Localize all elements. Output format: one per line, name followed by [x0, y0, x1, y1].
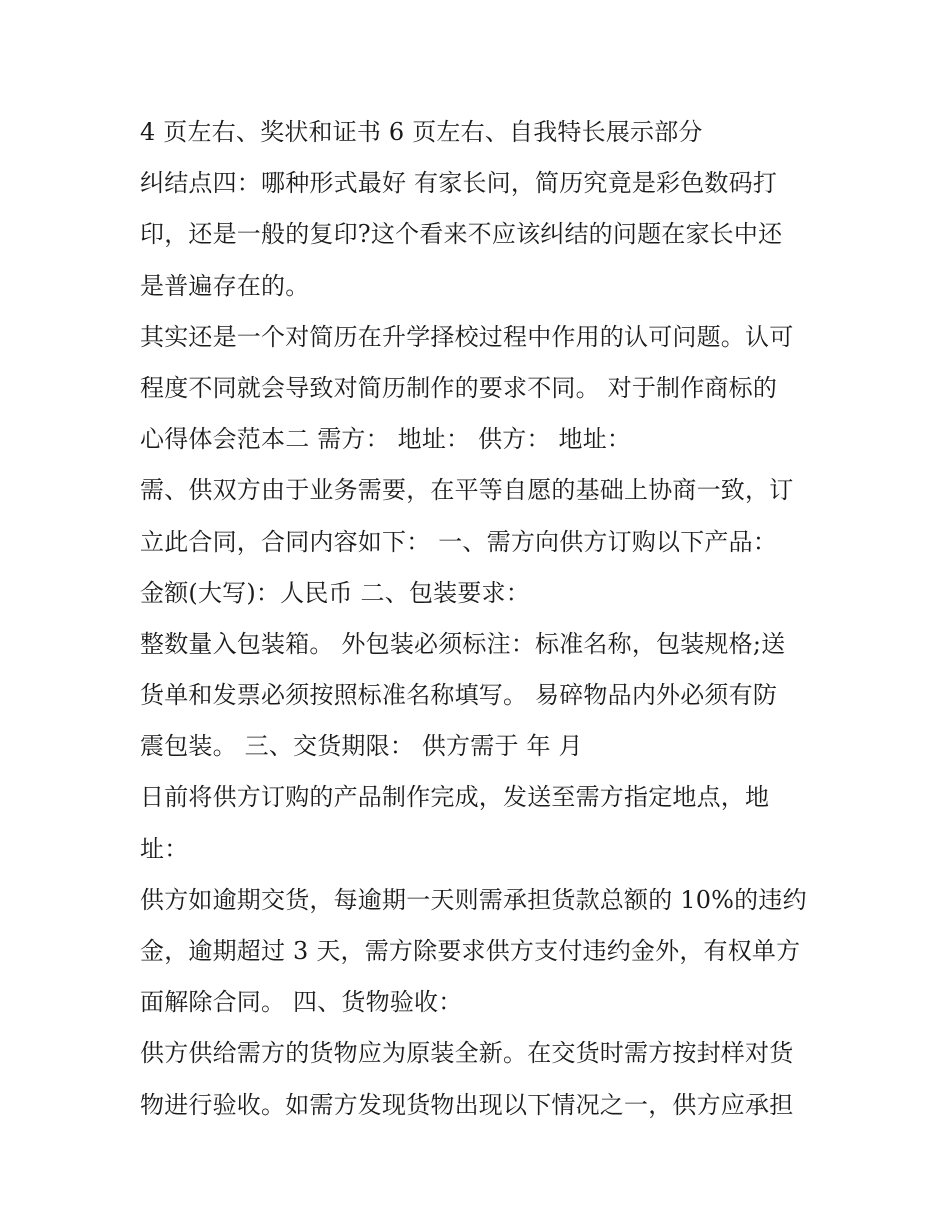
text-line: 面解除合同。 四、货物验收：	[140, 988, 463, 1017]
text-line: 是普遍存在的。	[140, 271, 310, 300]
text-line: 需、供双方由于业务需要，在平等自愿的基础上协商一致，订	[140, 476, 794, 505]
text-line: 立此合同，合同内容如下： 一、需方向供方订购以下产品：	[140, 527, 778, 556]
text-line: 日前将供方订购的产品制作完成，发送至需方指定地点，地	[140, 783, 770, 812]
text-line: 其实还是一个对简历在升学择校过程中作用的认可问题。认可	[140, 322, 794, 351]
text-line: 物进行验收。如需方发现货物出现以下情况之一，供方应承担	[140, 1090, 794, 1119]
text-line: 货单和发票必须按照标准名称填写。 易碎物品内外必须有防	[140, 681, 778, 710]
text-line: 印，还是一般的复印?这个看来不应该纠结的问题在家长中还	[140, 220, 783, 249]
text-line: 整数量入包装箱。 外包装必须标注：标准名称，包装规格;送	[140, 629, 786, 658]
text-line: 供方供给需方的货物应为原装全新。在交货时需方按封样对货	[140, 1039, 794, 1068]
text-line: 金，逾期超过 3 天，需方除要求供方支付违约金外，有权单方	[140, 937, 801, 965]
text-line: 震包装。 三、交货期限： 供方需于 年 月	[140, 732, 583, 761]
text-line: 纠结点四：哪种形式最好 有家长问，简历究竟是彩色数码打	[140, 169, 778, 198]
text-line: 供方如逾期交货，每逾期一天则需承担货款总额的 10%的违约	[140, 885, 807, 914]
document-body	[140, 107, 830, 1131]
text-line: 4 页左右、奖状和证书 6 页左右、自我特长展示部分	[140, 118, 703, 146]
text-line: 心得体会范本二 需方： 地址： 供方： 地址：	[140, 425, 632, 454]
text-line: 金额(大写)：人民币 二、包装要求：	[140, 578, 530, 607]
text-line: 址：	[140, 834, 189, 863]
text-line: 程度不同就会导致对简历制作的要求不同。 对于制作商标的	[140, 373, 778, 402]
